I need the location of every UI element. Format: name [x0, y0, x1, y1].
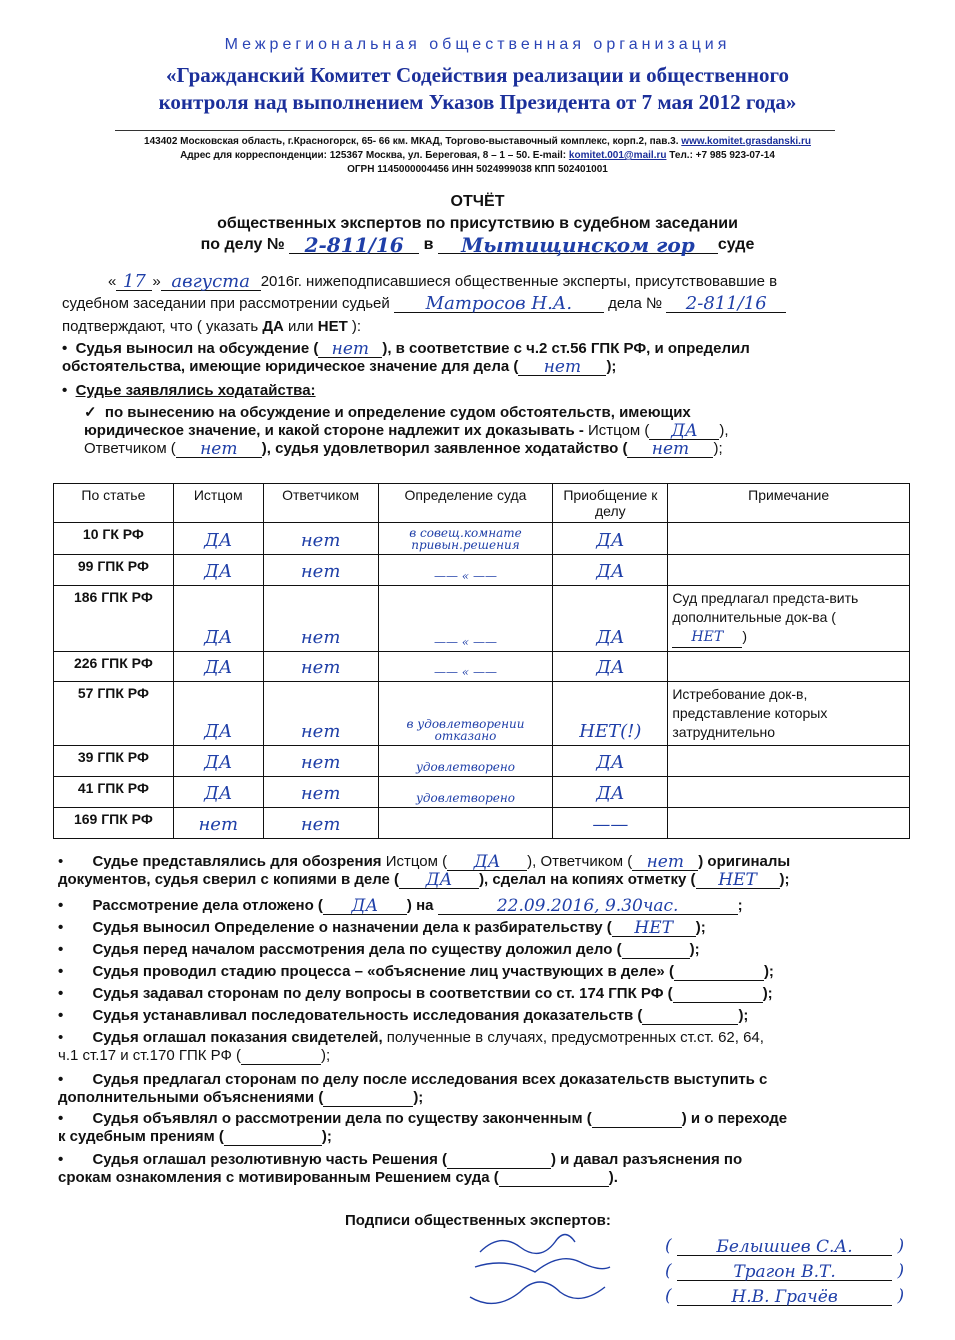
postponed-answer[interactable]: ДА: [323, 898, 407, 915]
table-row: [54, 586, 910, 652]
header-article: По статье: [54, 484, 174, 523]
table-header-row: [54, 484, 910, 523]
note-cell[interactable]: [668, 808, 910, 839]
case-number-field-2[interactable]: 2-811/16: [666, 296, 786, 313]
item-motions-detail: ✓ по вынесению на обсуждение и определение судом обстоятельств, имеющих юридическое значение, и какой стороне надлежит их доказывать - Истцом ( ДА ), Ответчиком ( нет ), судья удовлетворил заявленное ходатайство ( нет );: [84, 404, 729, 459]
item-scheduling: • Судья выносил Определение о назначении дела к разбирательству ( НЕТ );: [58, 918, 706, 938]
address-line-1: 143402 Московская область, г.Красногорск, 65- 66 км. МКАД, Торгово-выставочный комплекс, корп.2, пав.3. www.komitet.grasdanski.ru: [144, 136, 811, 147]
table-row: [54, 555, 910, 586]
scheduling-answer[interactable]: НЕТ: [612, 920, 696, 937]
signature-name-3: ( Н.В. Грачёв ): [665, 1286, 905, 1307]
item-additional: • Судья предлагал сторонам по делу после исследования всех доказательств выступить с дополнительными объяснениями ( );: [58, 1071, 768, 1106]
header-note: Примечание: [668, 484, 910, 523]
attached-cell[interactable]: ДА: [553, 586, 668, 652]
ruling-cell[interactable]: в удовлетворении отказано: [378, 682, 553, 746]
registration-numbers: ОГРН 1145000004456 ИНН 5024999038 КПП 502401001: [347, 164, 608, 175]
item-witnesses: • Судья оглашал показания свидетелей, полученные в случаях, предусмотренных ст.ст. 62, 64, ч.1 ст.17 и ст.170 ГПК РФ ( );: [58, 1029, 764, 1064]
check-icon: ✓: [84, 404, 97, 421]
table-row: [54, 746, 910, 777]
note-answer[interactable]: НЕТ: [672, 628, 742, 648]
item-questions: • Судья задавал сторонам по делу вопросы в соответствии со ст. 174 ГПК РФ ( );: [58, 985, 773, 1002]
item-finished: • Судья объявлял о рассмотрении дела по существу законченным ( ) и о переходе к судебным прениям ( );: [58, 1110, 788, 1145]
intro-line-3: подтверждают, что ( указать ДА или НЕТ ):: [62, 318, 362, 335]
debates-answer[interactable]: [224, 1145, 322, 1146]
note-cell[interactable]: Суд предлагал предста-вить дополнительные док-ва (НЕТ ): [668, 586, 910, 652]
plaintiff-cell[interactable]: ДА: [173, 586, 263, 652]
signature-3-scribble: [470, 1282, 605, 1303]
email-link[interactable]: komitet.001@mail.ru: [568, 150, 667, 161]
table-row: [54, 777, 910, 808]
plaintiff-cell[interactable]: ДА: [173, 555, 263, 586]
day-field[interactable]: 17: [116, 274, 152, 291]
defendant-cell[interactable]: нет: [263, 555, 378, 586]
attached-cell[interactable]: ДА: [553, 777, 668, 808]
ruling-cell[interactable]: [378, 808, 553, 839]
item-discussion: • Судья выносил на обсуждение ( нет ), в соответствие с ч.2 ст.56 ГПК РФ, и определил обстоятельства, имеющие юридическое значение для дела ( нет );: [62, 339, 750, 377]
ruling-cell[interactable]: в совещ.комнате привын.решения: [378, 523, 553, 555]
court-field[interactable]: Мытищинском гор: [438, 237, 718, 254]
ruling-cell[interactable]: —— « ——: [378, 586, 553, 652]
report-answer[interactable]: [622, 958, 690, 959]
website-link[interactable]: www.komitet.grasdanski.ru: [681, 136, 811, 147]
signature-2-scribble: [475, 1259, 610, 1272]
org-name-line-1: «Гражданский Комитет Содействия реализации и общественного: [166, 63, 789, 87]
article-cell: 57 ГПК РФ: [54, 682, 174, 746]
header-attached: Приобщение к делу: [553, 484, 668, 523]
article-cell: 41 ГПК РФ: [54, 777, 174, 808]
signatures-title: Подписи общественных экспертов:: [345, 1212, 611, 1229]
originals-defendant-answer[interactable]: нет: [632, 854, 698, 871]
org-name-line-2: контроля над выполнением Указов Президента от 7 мая 2012 года»: [158, 90, 797, 114]
item-evidence-order: • Судья устанавливал последовательность исследования доказательств ( );: [58, 1007, 749, 1024]
motion-granted-answer[interactable]: нет: [627, 441, 713, 458]
case-line: по делу № 2-811/16 в Мытищинском гор суде: [200, 233, 755, 257]
article-cell: 10 ГК РФ: [54, 523, 174, 555]
note-cell[interactable]: [668, 555, 910, 586]
table-row: [54, 682, 910, 746]
defendant-cell[interactable]: нет: [263, 777, 378, 808]
evidence-order-answer[interactable]: [642, 1024, 738, 1025]
article-cell: 226 ГПК РФ: [54, 652, 174, 682]
signature-1-scribble: [480, 1235, 575, 1254]
header-plaintiff: Истцом: [173, 484, 263, 523]
plaintiff-cell[interactable]: ДА: [173, 682, 263, 746]
table-row: [54, 808, 910, 839]
attached-cell[interactable]: ДА: [553, 652, 668, 682]
circumstances-answer[interactable]: нет: [518, 359, 606, 376]
defendant-cell[interactable]: нет: [263, 523, 378, 555]
header-defendant: Ответчиком: [263, 484, 378, 523]
intro-line-2: судебном заседании при рассмотрении судьей Матросов Н.А. дела № 2-811/16: [62, 295, 922, 313]
attached-cell[interactable]: ДА: [553, 523, 668, 555]
ruling-cell[interactable]: удовлетворено: [378, 746, 553, 777]
finished-answer[interactable]: [592, 1127, 682, 1128]
org-type-line: Межрегиональная общественная организация: [224, 36, 731, 53]
org-name: [0, 62, 955, 116]
judge-field[interactable]: Матросов Н.А.: [394, 296, 604, 313]
discussion-answer[interactable]: нет: [318, 341, 382, 358]
additional-answer[interactable]: [323, 1106, 413, 1107]
item-explanations: • Судья проводил стадию процесса – «объяснение лиц участвующих в деле» ( );: [58, 963, 774, 980]
note-cell[interactable]: [668, 652, 910, 682]
article-cell: 99 ГПК РФ: [54, 555, 174, 586]
motion-defendant-answer[interactable]: нет: [176, 441, 262, 458]
note-cell[interactable]: [668, 523, 910, 555]
plaintiff-cell[interactable]: нет: [173, 808, 263, 839]
copies-checked-answer[interactable]: ДА: [399, 872, 479, 889]
item-originals: • Судье представлялись для обозрения Истцом ( ДА ), Ответчиком ( нет ) оригиналы документов, судья сверил с копиями в деле ( ДА ), сделал на копиях отметку ( НЕТ );: [58, 852, 791, 890]
ruling-cell[interactable]: —— « ——: [378, 652, 553, 682]
item-motions: • Судье заявлялись ходатайства:: [62, 382, 316, 399]
month-field[interactable]: августа: [161, 274, 261, 291]
attached-cell[interactable]: ДА: [553, 746, 668, 777]
note-cell[interactable]: Истребование док-в, представление которых затруднительно: [668, 682, 910, 746]
report-title: ОТЧЁТ: [450, 193, 505, 210]
note-cell[interactable]: [668, 777, 910, 808]
table-row: [54, 523, 910, 555]
article-cell: 169 ГПК РФ: [54, 808, 174, 839]
signature-name-1: ( Белышиев С.А. ): [665, 1236, 905, 1257]
item-decision: • Судья оглашал резолютивную часть Решения ( ) и давал разъяснения по срокам ознакомления с мотивированным Решением суда ( ).: [58, 1151, 743, 1186]
header-divider: [115, 130, 835, 131]
attached-cell[interactable]: ДА: [553, 555, 668, 586]
motion-plaintiff-answer[interactable]: ДА: [649, 423, 719, 440]
plaintiff-cell[interactable]: ДА: [173, 523, 263, 555]
article-cell: 39 ГПК РФ: [54, 746, 174, 777]
defendant-cell[interactable]: нет: [263, 808, 378, 839]
article-cell: 186 ГПК РФ: [54, 586, 174, 652]
attached-cell[interactable]: ——: [553, 808, 668, 839]
postponed-date-field[interactable]: 22.09.2016, 9.30час.: [438, 898, 738, 915]
item-postponed: • Рассмотрение дела отложено ( ДА ) на 22.09.2016, 9.30час. ;: [58, 896, 743, 916]
attached-cell[interactable]: НЕТ(!): [553, 682, 668, 746]
report-subtitle: общественных экспертов по присутствию в судебном заседании: [217, 215, 738, 232]
witnesses-answer[interactable]: [241, 1064, 321, 1065]
ruling-cell[interactable]: удовлетворено: [378, 777, 553, 808]
plaintiff-cell[interactable]: ДА: [173, 777, 263, 808]
signature-scribbles: [455, 1222, 655, 1332]
ruling-cell[interactable]: —— « ——: [378, 555, 553, 586]
signature-name-2: ( Трагон В.Т. ): [665, 1261, 905, 1282]
table-row: [54, 652, 910, 682]
reasoned-decision-answer[interactable]: [499, 1186, 609, 1187]
note-cell[interactable]: [668, 746, 910, 777]
copies-marked-answer[interactable]: НЕТ: [696, 872, 780, 889]
header-ruling: Определение суда: [378, 484, 553, 523]
motions-table: [53, 483, 910, 839]
explanations-answer[interactable]: [674, 980, 764, 981]
defendant-cell[interactable]: нет: [263, 746, 378, 777]
case-number-field[interactable]: 2-811/16: [289, 237, 419, 254]
defendant-cell[interactable]: нет: [263, 682, 378, 746]
defendant-cell[interactable]: нет: [263, 652, 378, 682]
questions-answer[interactable]: [673, 1002, 763, 1003]
defendant-cell[interactable]: нет: [263, 586, 378, 652]
intro-line-1: « 17 » августа 2016г. нижеподписавшиеся общественные эксперты, присутствовавшие в: [108, 271, 778, 292]
originals-plaintiff-answer[interactable]: ДА: [447, 854, 527, 871]
item-report: • Судья перед началом рассмотрения дела по существу доложил дело ( );: [58, 941, 700, 958]
plaintiff-cell[interactable]: ДА: [173, 746, 263, 777]
address-line-2: Адрес для корреспонденции: 125367 Москва, ул. Береговая, 8 – 1 – 50. E-mail: komitet.001@mail.ru Тел.: +7 985 923-07-14: [180, 150, 775, 161]
plaintiff-cell[interactable]: ДА: [173, 652, 263, 682]
